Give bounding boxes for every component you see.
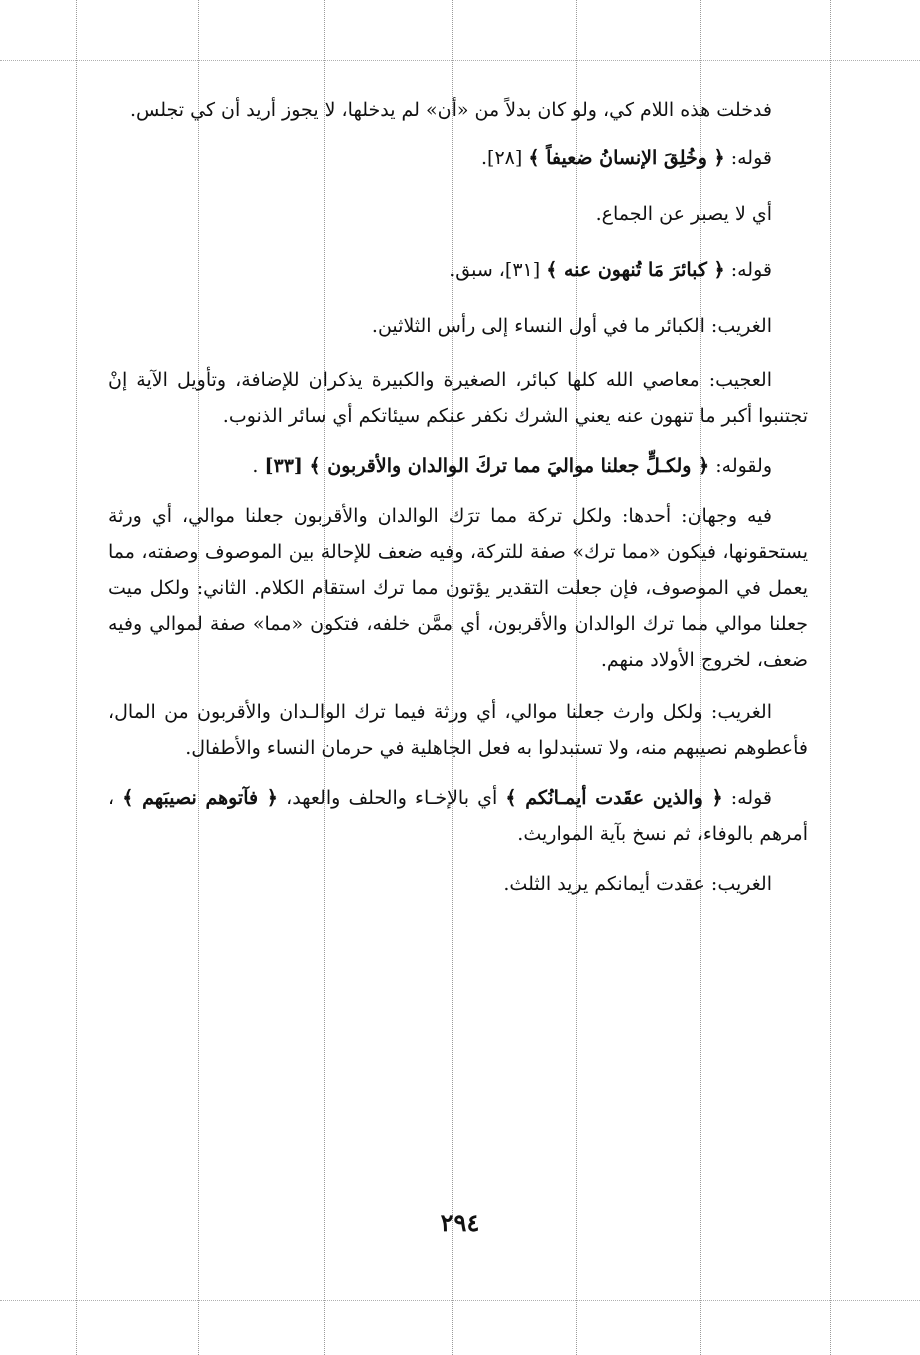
verse-33-line <box>108 448 808 484</box>
verse-prefix: قوله: <box>724 147 772 169</box>
page-body <box>108 92 808 902</box>
verse-prefix: قوله: <box>724 259 772 281</box>
verse-aymanukum-line <box>108 780 808 852</box>
paragraph-two-aspects: فيه وجهان: أحدها: ولكل تركة مما ترَك الوالدان والأقربون جعلنا موالي، أي ورثة يستحقونها، فيكون «مما ترك» صفة للتركة، وفيه ضعف للإحالة بين الموصوف وصفته، مما يعمل في الموصوف، فإن جعلت التقدير يؤتون مما ترك استقام الكلام. الثاني: ولكل ميت جعلنا موالي مما ترك الوالدان والأقربون، أي ممَّن خلفه، فتكون «مما» صفة لموالي وفيه ضعف، لخروج الأولاد منهم. <box>108 505 808 671</box>
page-number: ٢٩٤ <box>440 1208 480 1237</box>
grid-line <box>76 0 77 1355</box>
paragraph-lam-kay: فدخلت هذه اللام كي، ولو كان بدلاً من «أن» لم يدخلها، لا يجوز أريد أن كي تجلس. <box>129 99 772 121</box>
grid-line <box>0 1300 920 1301</box>
grid-line <box>830 0 831 1355</box>
verse-28-line <box>108 140 808 176</box>
paragraph-explanation: أي لا يصبر عن الجماع. <box>595 203 772 225</box>
verse-reference: [٢٨]. <box>481 147 523 169</box>
verse-gloss: أي بالإخـاء والحلف والعهد، <box>277 787 498 809</box>
verse-31-line <box>108 252 808 288</box>
verse-prefix: قوله: <box>722 787 773 809</box>
quran-verse: ﴿ والذين عقَدت أيمـانُكم ﴾ <box>505 787 723 809</box>
verse-commentary: ، أمرهم بالوفاء، ثم نسخ بآية المواريث. <box>108 787 808 845</box>
quran-verse-second: ﴿ فآتوهم نصيبَهم ﴾ <box>122 787 278 809</box>
paragraph-gharib-thuluth: الغريب: عقدت أيمانكم يريد الثلث. <box>503 873 772 895</box>
grid-line <box>0 60 920 61</box>
quran-verse: ﴿ ولكـلٍّ جعلنا مواليَ مما تركَ الوالدان والأقربون ﴾ [٣٣] <box>264 455 710 477</box>
quran-verse: ﴿ وخُلِقَ الإنسانُ ضعيفاً ﴾ <box>528 147 725 169</box>
paragraph-ajib: العجيب: معاصي الله كلها كبائر، الصغيرة والكبيرة يذكران للإضافة، وتأويل الآية إنْ تجتنبوا أكبر ما تنهون عنه يعني الشرك نكفر عنكم سيئاتكم أي سائر الذنوب. <box>108 369 808 427</box>
verse-reference: [٣١]، سبق. <box>449 259 541 281</box>
verse-prefix: ولقوله: <box>709 455 772 477</box>
verse-reference: . <box>252 455 259 477</box>
paragraph-gharib-waris: الغريب: ولكل وارث جعلنا موالي، أي ورثة فيما ترك الوالـدان والأقربون من المال، فأعطوهم نصيبهم منه، ولا تستبدلوا به فعل الجاهلية في حرمان النساء والأطفال. <box>108 701 808 759</box>
quran-verse: ﴿ كبائرَ مَا تُنهون عنه ﴾ <box>546 259 725 281</box>
paragraph-gharib-kabair: الغريب: الكبائر ما في أول النساء إلى رأس الثلاثين. <box>371 315 772 337</box>
